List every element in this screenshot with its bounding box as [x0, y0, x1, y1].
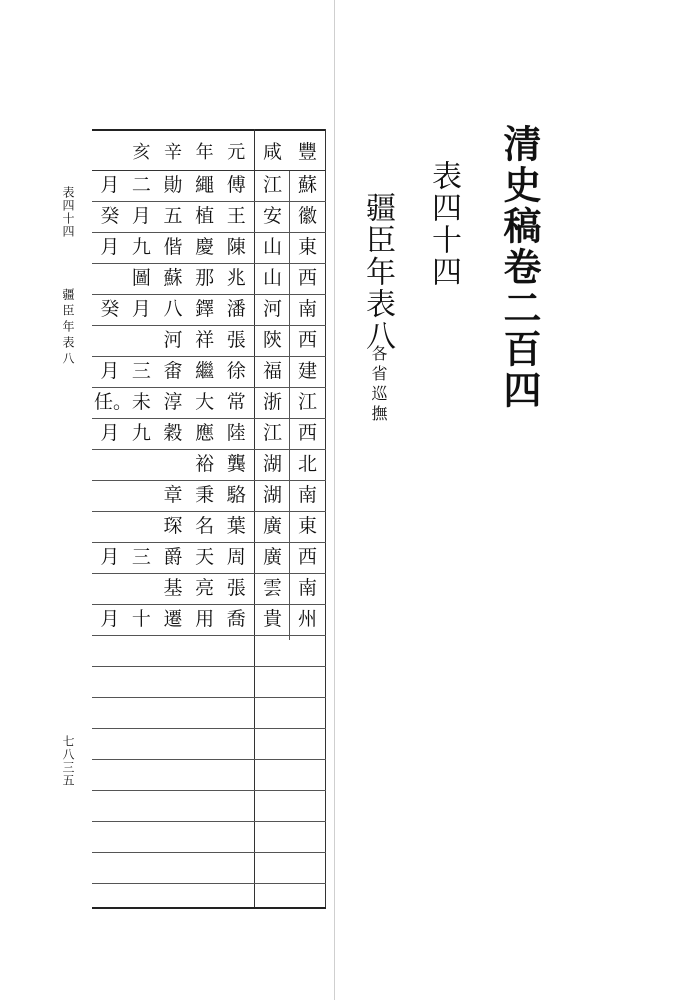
governor-char: 月	[100, 236, 120, 258]
governor-cell	[94, 263, 252, 294]
empty-table-row	[92, 790, 326, 822]
governor-char: 傅	[226, 174, 246, 196]
province-char: 福	[262, 360, 282, 382]
table-row	[92, 356, 326, 388]
header-era-cell	[255, 135, 325, 170]
governor-char: 應	[195, 422, 215, 444]
province-char: 湖	[262, 453, 282, 475]
governor-cell	[94, 511, 252, 542]
province-char: 徽	[297, 205, 317, 227]
governor-char: 癸	[100, 298, 120, 320]
empty-table-row	[92, 852, 326, 884]
margin-table-label: 疆臣年表八	[61, 288, 75, 368]
governor-char: 祥	[195, 329, 215, 351]
book-title: 清史稿卷二百四	[497, 124, 542, 411]
governor-cell	[94, 604, 252, 635]
province-char: 河	[262, 298, 282, 320]
governor-char: 植	[195, 205, 215, 227]
province-cell	[255, 325, 325, 356]
governor-cell	[94, 356, 252, 387]
governor-cell	[94, 232, 252, 263]
table-row	[92, 418, 326, 450]
province-char: 南	[297, 484, 317, 506]
governor-char: 龔	[226, 453, 246, 475]
governor-char: 名	[195, 515, 215, 537]
governor-char: 王	[226, 205, 246, 227]
governor-char: 章	[163, 484, 183, 506]
province-char: 浙	[262, 391, 282, 413]
governor-char: 八	[163, 298, 183, 320]
province-cell	[255, 573, 325, 604]
governor-char: 常	[226, 391, 246, 413]
governor-char: 任。	[94, 391, 133, 413]
empty-table-row	[92, 666, 326, 698]
governor-char: 潘	[226, 298, 246, 320]
governor-char: 天	[195, 546, 215, 568]
province-cell	[255, 232, 325, 263]
province-char: 蘇	[297, 174, 317, 196]
empty-table-row	[92, 697, 326, 729]
page-number: 七八三五	[61, 735, 75, 787]
governor-char: 那	[195, 267, 215, 289]
table-bottom-rule	[92, 907, 326, 909]
governor-char: 月	[100, 174, 120, 196]
governor-char: 偕	[163, 236, 183, 258]
province-cell	[255, 263, 325, 294]
province-cell	[255, 449, 325, 480]
governor-char: 月	[131, 298, 151, 320]
section-subtitle: 表四十四	[426, 160, 461, 288]
table-row	[92, 511, 326, 543]
governor-char: 秉	[195, 484, 215, 506]
province-cell	[255, 356, 325, 387]
governor-char: 兆	[226, 267, 246, 289]
province-char: 山	[262, 267, 282, 289]
province-cell	[255, 387, 325, 418]
governor-char: 爵	[163, 546, 183, 568]
governor-char: 陸	[226, 422, 246, 444]
province-char: 西	[297, 546, 317, 568]
governor-char: 九	[131, 422, 151, 444]
header-year-cell	[94, 135, 252, 170]
governor-cell	[94, 418, 252, 449]
governor-char: 琛	[163, 515, 183, 537]
governor-char: 勛	[163, 174, 183, 196]
table-top-rule	[92, 129, 326, 131]
province-char: 江	[262, 174, 282, 196]
province-char: 貴	[262, 608, 282, 630]
province-char: 安	[262, 205, 282, 227]
governor-char: 未	[131, 391, 151, 413]
governor-char: 繼	[195, 360, 215, 382]
province-char: 江	[262, 422, 282, 444]
table-row	[92, 294, 326, 326]
header-era-char: 咸	[262, 141, 282, 163]
governor-char: 蘇	[163, 267, 183, 289]
province-char: 北	[297, 453, 317, 475]
empty-table-row	[92, 821, 326, 853]
table-row	[92, 573, 326, 605]
governor-char: 月	[100, 546, 120, 568]
governor-char: 二	[131, 174, 151, 196]
province-cell	[255, 604, 325, 635]
governor-char: 用	[195, 608, 215, 630]
governor-char: 張	[226, 577, 246, 599]
empty-table-row	[92, 728, 326, 760]
governor-char: 月	[100, 360, 120, 382]
governor-char: 基	[163, 577, 183, 599]
governor-char: 繩	[195, 174, 215, 196]
governor-char: 五	[163, 205, 183, 227]
governor-char: 鐸	[195, 298, 215, 320]
province-char: 湖	[262, 484, 282, 506]
governor-char: 河	[163, 329, 183, 351]
governor-char: 三	[131, 546, 151, 568]
governor-char: 淳	[163, 391, 183, 413]
governor-char: 葉	[226, 515, 246, 537]
province-char: 江	[297, 391, 317, 413]
province-char: 陝	[262, 329, 282, 351]
header-year-char: 辛	[164, 141, 183, 163]
province-cell	[255, 294, 325, 325]
table-row	[92, 604, 326, 636]
empty-table-row	[92, 759, 326, 791]
table-row	[92, 170, 326, 202]
governor-char: 駱	[226, 484, 246, 506]
province-char: 建	[297, 360, 317, 382]
governor-char: 亮	[195, 577, 215, 599]
governor-cell	[94, 480, 252, 511]
table-row	[92, 480, 326, 512]
table-header-row	[92, 135, 326, 171]
governor-cell	[94, 573, 252, 604]
governor-char: 遷	[163, 608, 183, 630]
governor-char: 月	[100, 608, 120, 630]
province-char: 廣	[262, 515, 282, 537]
header-year-char: 亥	[132, 141, 151, 163]
province-char: 東	[297, 515, 317, 537]
governor-char: 圖	[131, 267, 151, 289]
governor-char: 裕	[195, 453, 215, 475]
province-char: 西	[297, 267, 317, 289]
table-row	[92, 263, 326, 295]
province-char: 雲	[262, 577, 282, 599]
governor-cell	[94, 170, 252, 201]
table-row	[92, 449, 326, 481]
governor-char: 陳	[226, 236, 246, 258]
governor-char: 徐	[226, 360, 246, 382]
governor-char: 月	[100, 422, 120, 444]
page-fold-line	[334, 0, 335, 1000]
province-cell	[255, 418, 325, 449]
governor-char: 九	[131, 236, 151, 258]
governor-char: 周	[226, 546, 246, 568]
table-row	[92, 542, 326, 574]
governor-char: 十	[131, 608, 151, 630]
empty-table-row	[92, 635, 326, 667]
table-title: 疆臣年表八	[360, 192, 395, 352]
governor-char: 喬	[226, 608, 246, 630]
province-cell	[255, 542, 325, 573]
governor-cell	[94, 201, 252, 232]
governor-cell	[94, 449, 252, 480]
table-row	[92, 325, 326, 357]
margin-section-label: 表四十四	[61, 186, 75, 238]
province-char: 廣	[262, 546, 282, 568]
table-note: 各省巡撫	[369, 345, 388, 425]
governor-cell	[94, 294, 252, 325]
governor-char: 大	[195, 391, 215, 413]
province-char: 西	[297, 422, 317, 444]
governor-char: 畬	[163, 360, 183, 382]
header-year-char: 元	[227, 141, 246, 163]
governor-cell	[94, 542, 252, 573]
governor-char: 穀	[163, 422, 183, 444]
governor-char: 張	[226, 329, 246, 351]
province-char: 南	[297, 298, 317, 320]
governor-char: 慶	[195, 236, 215, 258]
province-char: 南	[297, 577, 317, 599]
table-row	[92, 232, 326, 264]
governor-char: 月	[131, 205, 151, 227]
governor-char: 三	[131, 360, 151, 382]
table-row	[92, 201, 326, 233]
table-row	[92, 387, 326, 419]
governor-cell	[94, 325, 252, 356]
province-cell	[255, 511, 325, 542]
province-cell	[255, 170, 325, 201]
header-year-char: 年	[195, 141, 214, 163]
governor-char: 癸	[100, 205, 120, 227]
header-era-char: 豐	[297, 141, 317, 163]
province-char: 州	[297, 608, 317, 630]
province-char: 西	[297, 329, 317, 351]
province-char: 東	[297, 236, 317, 258]
province-char: 山	[262, 236, 282, 258]
province-cell	[255, 201, 325, 232]
governor-cell	[94, 387, 252, 418]
province-cell	[255, 480, 325, 511]
